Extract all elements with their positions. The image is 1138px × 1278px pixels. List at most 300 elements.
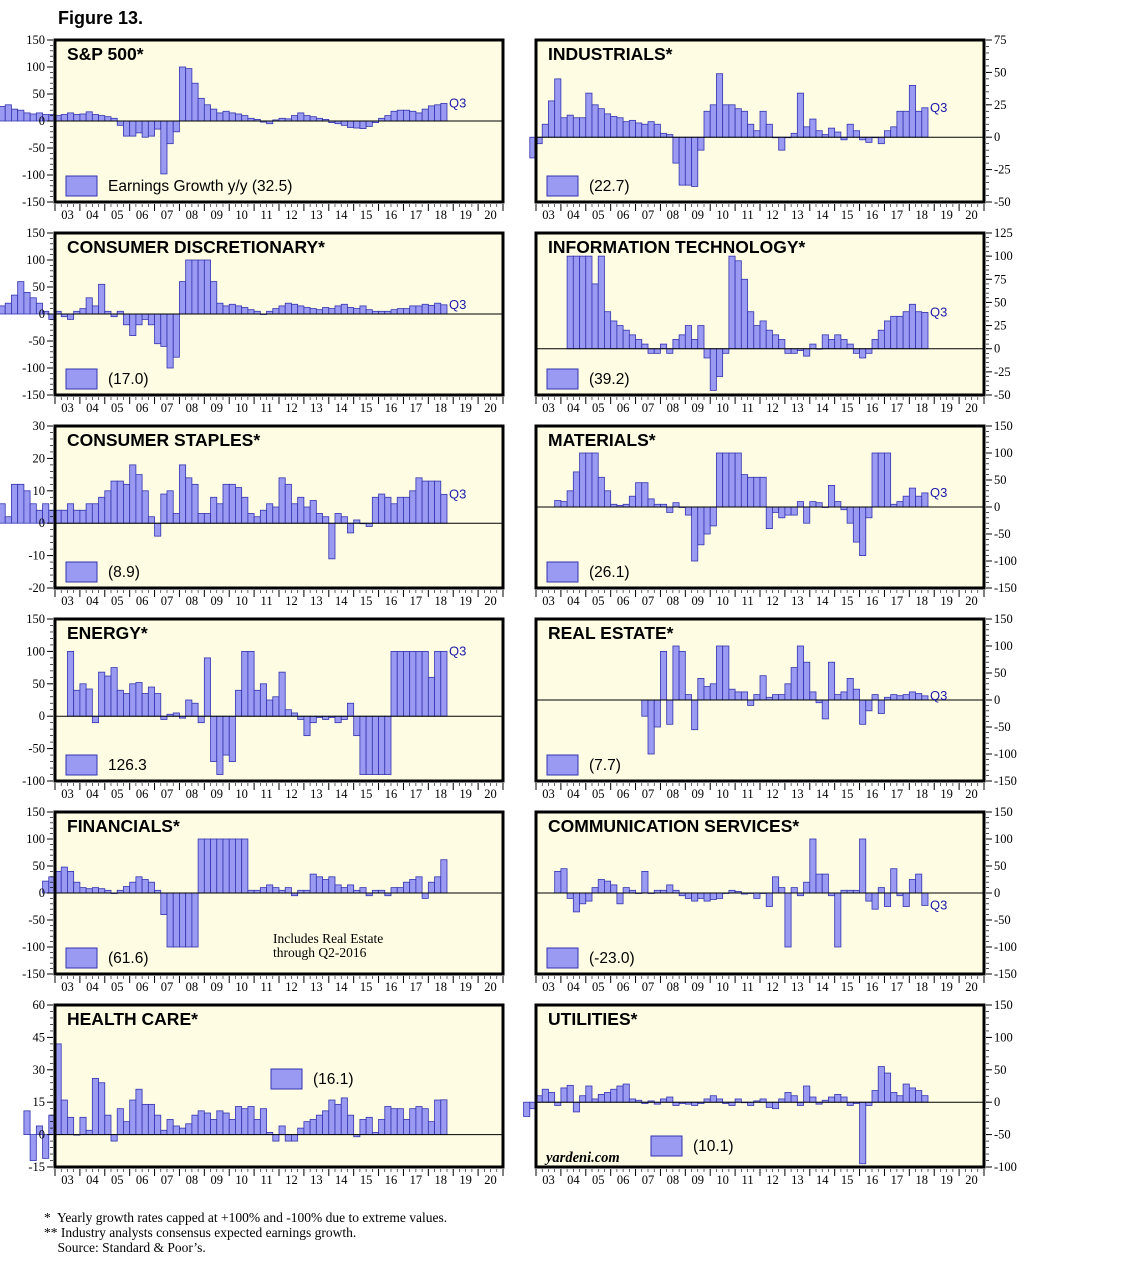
y-tick-label: -25 [994, 364, 1011, 379]
bar [111, 481, 117, 523]
bar [123, 314, 129, 325]
x-tick-label: 19 [940, 594, 953, 608]
x-tick-label: 19 [459, 787, 472, 801]
bar [872, 1091, 878, 1103]
x-tick-label: 12 [285, 401, 298, 415]
bar [229, 304, 235, 314]
x-tick-label: 16 [865, 594, 879, 608]
bar [5, 517, 11, 523]
panel-title: CONSUMER DISCRETIONARY* [67, 237, 325, 257]
bar [179, 67, 185, 121]
x-tick-label: 07 [641, 208, 655, 222]
x-tick-label: 07 [160, 787, 174, 801]
bar [11, 484, 17, 523]
bar [586, 256, 592, 349]
x-tick-label: 10 [235, 980, 248, 994]
y-tick-label: 30 [32, 419, 45, 433]
bar [698, 137, 704, 150]
bar [441, 1100, 447, 1135]
bar [853, 507, 859, 542]
x-tick-label: 09 [210, 401, 224, 415]
bar [785, 349, 791, 354]
bar [179, 893, 185, 947]
bar [872, 695, 878, 700]
bar [428, 677, 434, 716]
bar [24, 292, 30, 314]
bar [354, 121, 360, 128]
bar [698, 326, 704, 349]
y-tick-label: -50 [994, 1127, 1011, 1142]
x-tick-label: 19 [459, 208, 472, 222]
bar [891, 695, 897, 700]
x-tick-label: 15 [359, 208, 373, 222]
bar [273, 697, 279, 716]
x-tick-label: 18 [915, 1173, 929, 1187]
bar [872, 453, 878, 507]
bar [248, 513, 254, 523]
x-tick-label: 03 [61, 208, 74, 222]
bar [422, 481, 428, 523]
x-tick-label: 10 [235, 401, 248, 415]
bar [285, 484, 291, 523]
bar [822, 874, 828, 893]
bar [835, 335, 841, 349]
chart-panel [530, 33, 1011, 222]
bar [841, 339, 847, 348]
y-tick-label: 0 [994, 341, 1001, 356]
bar [410, 306, 416, 314]
y-tick-label: -50 [994, 527, 1011, 541]
bar [660, 133, 666, 137]
bar [204, 260, 210, 314]
bar [211, 497, 217, 523]
bar [567, 115, 573, 137]
bar [891, 127, 897, 137]
bar [310, 716, 316, 722]
bar [173, 121, 179, 132]
x-tick-label: 07 [160, 980, 174, 994]
bar [198, 513, 204, 523]
bar [754, 477, 760, 507]
legend-label: (8.9) [108, 564, 140, 581]
bar [223, 306, 229, 314]
bar [754, 893, 760, 898]
x-tick-label: 14 [334, 980, 348, 994]
x-tick-label: 06 [616, 980, 630, 994]
bar [723, 105, 729, 137]
y-tick-label: 100 [26, 60, 45, 74]
bar [623, 330, 629, 349]
x-tick-label: 17 [409, 594, 423, 608]
bar [385, 497, 391, 523]
bar [754, 695, 760, 700]
bar [860, 349, 866, 358]
bar [323, 880, 329, 894]
bar [204, 839, 210, 893]
bar [217, 839, 223, 893]
bar [341, 517, 347, 523]
watermark: yardeni.com [546, 1150, 620, 1166]
bar [24, 113, 30, 121]
bar [235, 1107, 241, 1135]
bar [254, 1119, 260, 1134]
x-tick-label: 06 [135, 787, 149, 801]
bar [217, 1111, 223, 1135]
bar [260, 510, 266, 523]
x-tick-label: 08 [185, 594, 199, 608]
y-tick-label: -50 [994, 388, 1011, 402]
bar [580, 118, 586, 137]
y-tick-label: -50 [994, 913, 1011, 927]
bar [198, 1111, 204, 1135]
bar [142, 880, 148, 894]
bar [654, 124, 660, 137]
x-tick-label: 05 [591, 208, 605, 222]
x-tick-label: 18 [434, 1173, 448, 1187]
y-tick-label: 45 [32, 1030, 45, 1045]
bar [123, 887, 129, 893]
y-tick-label: -150 [994, 967, 1017, 981]
x-tick-label: 11 [741, 787, 754, 801]
x-tick-label: 17 [890, 787, 904, 801]
legend-swatch [547, 369, 578, 389]
bar [810, 502, 816, 507]
bar [884, 321, 890, 349]
x-tick-label: 18 [434, 401, 448, 415]
bar [92, 306, 98, 314]
bar [123, 1122, 129, 1135]
bar [323, 1111, 329, 1135]
y-tick-label: -100 [994, 554, 1017, 568]
x-tick-label: 19 [459, 980, 472, 994]
bar [598, 109, 604, 138]
x-tick-label: 17 [890, 208, 904, 222]
x-tick-label: 05 [110, 594, 124, 608]
y-tick-label: -50 [28, 913, 45, 927]
x-tick-label: 06 [135, 208, 149, 222]
bar [878, 700, 884, 714]
bar [617, 118, 623, 137]
y-tick-label: 50 [994, 295, 1007, 310]
annotation-text: Includes Real Estate [273, 931, 384, 946]
bar [617, 893, 623, 904]
y-tick-label: 25 [994, 97, 1007, 112]
bar [561, 1088, 567, 1102]
y-tick-label: 0 [38, 516, 45, 531]
bar [186, 700, 192, 716]
bar [741, 279, 747, 348]
x-tick-label: 08 [666, 208, 680, 222]
x-tick-label: 20 [484, 787, 497, 801]
bar [580, 453, 586, 507]
x-tick-label: 14 [334, 208, 348, 222]
bar [397, 110, 403, 121]
bar [648, 499, 654, 507]
x-tick-label: 15 [840, 1173, 854, 1187]
x-tick-label: 04 [86, 401, 99, 415]
bar [148, 314, 154, 325]
x-tick-label: 08 [666, 401, 680, 415]
bar [229, 484, 235, 523]
bar [354, 716, 360, 735]
x-tick-label: 15 [359, 594, 373, 608]
x-tick-label: 20 [965, 401, 978, 415]
bar [580, 1096, 586, 1102]
bar [360, 121, 366, 129]
x-tick-label: 13 [791, 1173, 804, 1187]
x-tick-label: 17 [409, 208, 423, 222]
bar [872, 339, 878, 348]
legend-label: 126.3 [108, 757, 147, 774]
bar [211, 109, 217, 121]
bar [92, 888, 98, 893]
bar [916, 496, 922, 507]
bar [142, 1104, 148, 1134]
bar [810, 344, 816, 349]
x-tick-label: 11 [741, 208, 754, 222]
bar [366, 1117, 372, 1134]
bar [391, 1109, 397, 1135]
bar [117, 690, 123, 716]
bar [416, 651, 422, 716]
bar [716, 349, 722, 377]
bar [847, 344, 853, 349]
bar [329, 523, 335, 559]
bar [710, 105, 716, 137]
x-tick-label: 07 [641, 787, 655, 801]
x-tick-label: 04 [86, 594, 99, 608]
bar [316, 1115, 322, 1134]
bar [685, 137, 691, 185]
bar [198, 716, 204, 722]
bar [30, 298, 36, 314]
bar [860, 839, 866, 893]
y-tick-label: -20 [28, 581, 45, 595]
bar [685, 893, 691, 898]
x-tick-label: 14 [815, 208, 829, 222]
bar [310, 501, 316, 524]
bar [5, 105, 11, 121]
bar [217, 113, 223, 121]
bar [685, 507, 691, 515]
y-tick-label: -100 [22, 774, 45, 788]
bar [136, 475, 142, 524]
bar [835, 502, 841, 507]
x-tick-label: 14 [815, 980, 829, 994]
y-tick-label: -50 [28, 334, 45, 348]
bar [410, 491, 416, 523]
x-tick-label: 15 [840, 401, 854, 415]
bar [192, 260, 198, 314]
bar [354, 309, 360, 314]
bar [891, 869, 897, 893]
bar [441, 860, 447, 893]
bar [791, 133, 797, 137]
bar [922, 108, 928, 137]
bar [235, 690, 241, 716]
q3-label: Q3 [449, 486, 467, 502]
x-tick-label: 14 [815, 1173, 829, 1187]
x-tick-label: 05 [591, 594, 605, 608]
bar [304, 308, 310, 314]
bar [397, 309, 403, 314]
bar [155, 694, 161, 717]
x-tick-label: 03 [542, 401, 555, 415]
bar [242, 651, 248, 716]
bar [211, 1119, 217, 1134]
bar [24, 491, 30, 523]
bar [866, 700, 872, 711]
x-tick-label: 04 [567, 1173, 580, 1187]
bar [391, 651, 397, 716]
x-tick-label: 04 [86, 980, 99, 994]
bar [660, 651, 666, 700]
bar [636, 123, 642, 137]
bar [192, 1115, 198, 1134]
bar [105, 491, 111, 523]
bar [766, 1102, 772, 1107]
bar [273, 507, 279, 523]
y-tick-label: -150 [22, 195, 45, 209]
bar [611, 885, 617, 893]
bar [310, 874, 316, 893]
bar [223, 1113, 229, 1135]
x-tick-label: 20 [484, 594, 497, 608]
bar [860, 507, 866, 556]
x-tick-label: 17 [890, 980, 904, 994]
bar [555, 501, 561, 507]
bar [155, 121, 161, 129]
x-tick-label: 11 [260, 787, 273, 801]
bar [304, 1122, 310, 1135]
bar [130, 314, 136, 336]
bar [186, 260, 192, 314]
bar [679, 335, 685, 349]
bar [397, 651, 403, 716]
panel-title: CONSUMER STAPLES* [67, 430, 261, 450]
bar [710, 893, 716, 899]
bar [117, 121, 123, 125]
bar [422, 1109, 428, 1135]
bar [161, 494, 167, 523]
chart-panel [524, 998, 1017, 1187]
chart-panel [536, 419, 1017, 608]
bar [760, 321, 766, 349]
bar [304, 116, 310, 121]
x-tick-label: 17 [409, 787, 423, 801]
bar [878, 453, 884, 507]
y-tick-label: 50 [32, 676, 45, 691]
x-tick-label: 12 [766, 787, 779, 801]
bar [67, 1117, 73, 1134]
bar [723, 646, 729, 700]
bar [80, 114, 86, 121]
bar [748, 700, 754, 705]
bar [524, 1102, 530, 1116]
y-tick-label: -100 [22, 940, 45, 954]
x-tick-label: 16 [865, 1173, 879, 1187]
bar [548, 1092, 554, 1102]
bar [735, 261, 741, 349]
bar [866, 893, 872, 901]
bar [648, 349, 654, 354]
bar [260, 684, 266, 716]
bar [61, 867, 67, 893]
bar [866, 137, 872, 142]
panel-title: REAL ESTATE* [548, 623, 674, 643]
bar [804, 882, 810, 893]
x-tick-label: 09 [210, 594, 224, 608]
x-tick-label: 06 [135, 401, 149, 415]
x-tick-label: 09 [691, 401, 705, 415]
panel-title: INDUSTRIALS* [548, 44, 673, 64]
x-tick-label: 19 [459, 594, 472, 608]
x-tick-label: 14 [334, 787, 348, 801]
annotation-text: through Q2-2016 [273, 945, 367, 960]
y-tick-label: -150 [994, 581, 1017, 595]
bar [853, 689, 859, 700]
bar [0, 106, 5, 121]
bar [766, 507, 772, 529]
bar [667, 507, 673, 512]
x-tick-label: 12 [766, 980, 779, 994]
bar [884, 1073, 890, 1102]
bar [80, 309, 86, 314]
bar [617, 1086, 623, 1102]
x-tick-label: 07 [160, 208, 174, 222]
bar [816, 503, 822, 507]
bar [11, 109, 17, 121]
bar [347, 121, 353, 127]
x-tick-label: 19 [940, 787, 953, 801]
q3-label: Q3 [930, 897, 948, 913]
bar [310, 309, 316, 314]
bar [772, 335, 778, 349]
bar [67, 314, 73, 319]
bar [86, 689, 92, 716]
legend-label: (39.2) [589, 371, 630, 388]
bar [604, 312, 610, 349]
x-tick-label: 15 [359, 1173, 373, 1187]
bar [410, 1109, 416, 1135]
y-tick-label: 25 [994, 318, 1007, 333]
x-tick-label: 03 [61, 787, 74, 801]
x-tick-label: 03 [61, 980, 74, 994]
legend-label: Earnings Growth y/y (32.5) [108, 178, 293, 195]
bar [642, 344, 648, 349]
x-tick-label: 13 [310, 401, 323, 415]
bar [291, 116, 297, 121]
bar [204, 105, 210, 121]
bar [779, 339, 785, 348]
bar [204, 1113, 210, 1135]
x-tick-label: 06 [135, 980, 149, 994]
bar [298, 306, 304, 314]
bar [391, 504, 397, 523]
y-tick-label: 0 [994, 500, 1001, 514]
x-tick-label: 15 [359, 980, 373, 994]
bar [310, 117, 316, 121]
bar [673, 646, 679, 700]
x-tick-label: 05 [110, 1173, 124, 1187]
x-tick-label: 16 [384, 787, 398, 801]
bar [573, 1102, 579, 1112]
bar [385, 1107, 391, 1135]
bar [30, 504, 36, 523]
x-tick-label: 17 [890, 1173, 904, 1187]
bar [217, 303, 223, 314]
bar [435, 877, 441, 893]
